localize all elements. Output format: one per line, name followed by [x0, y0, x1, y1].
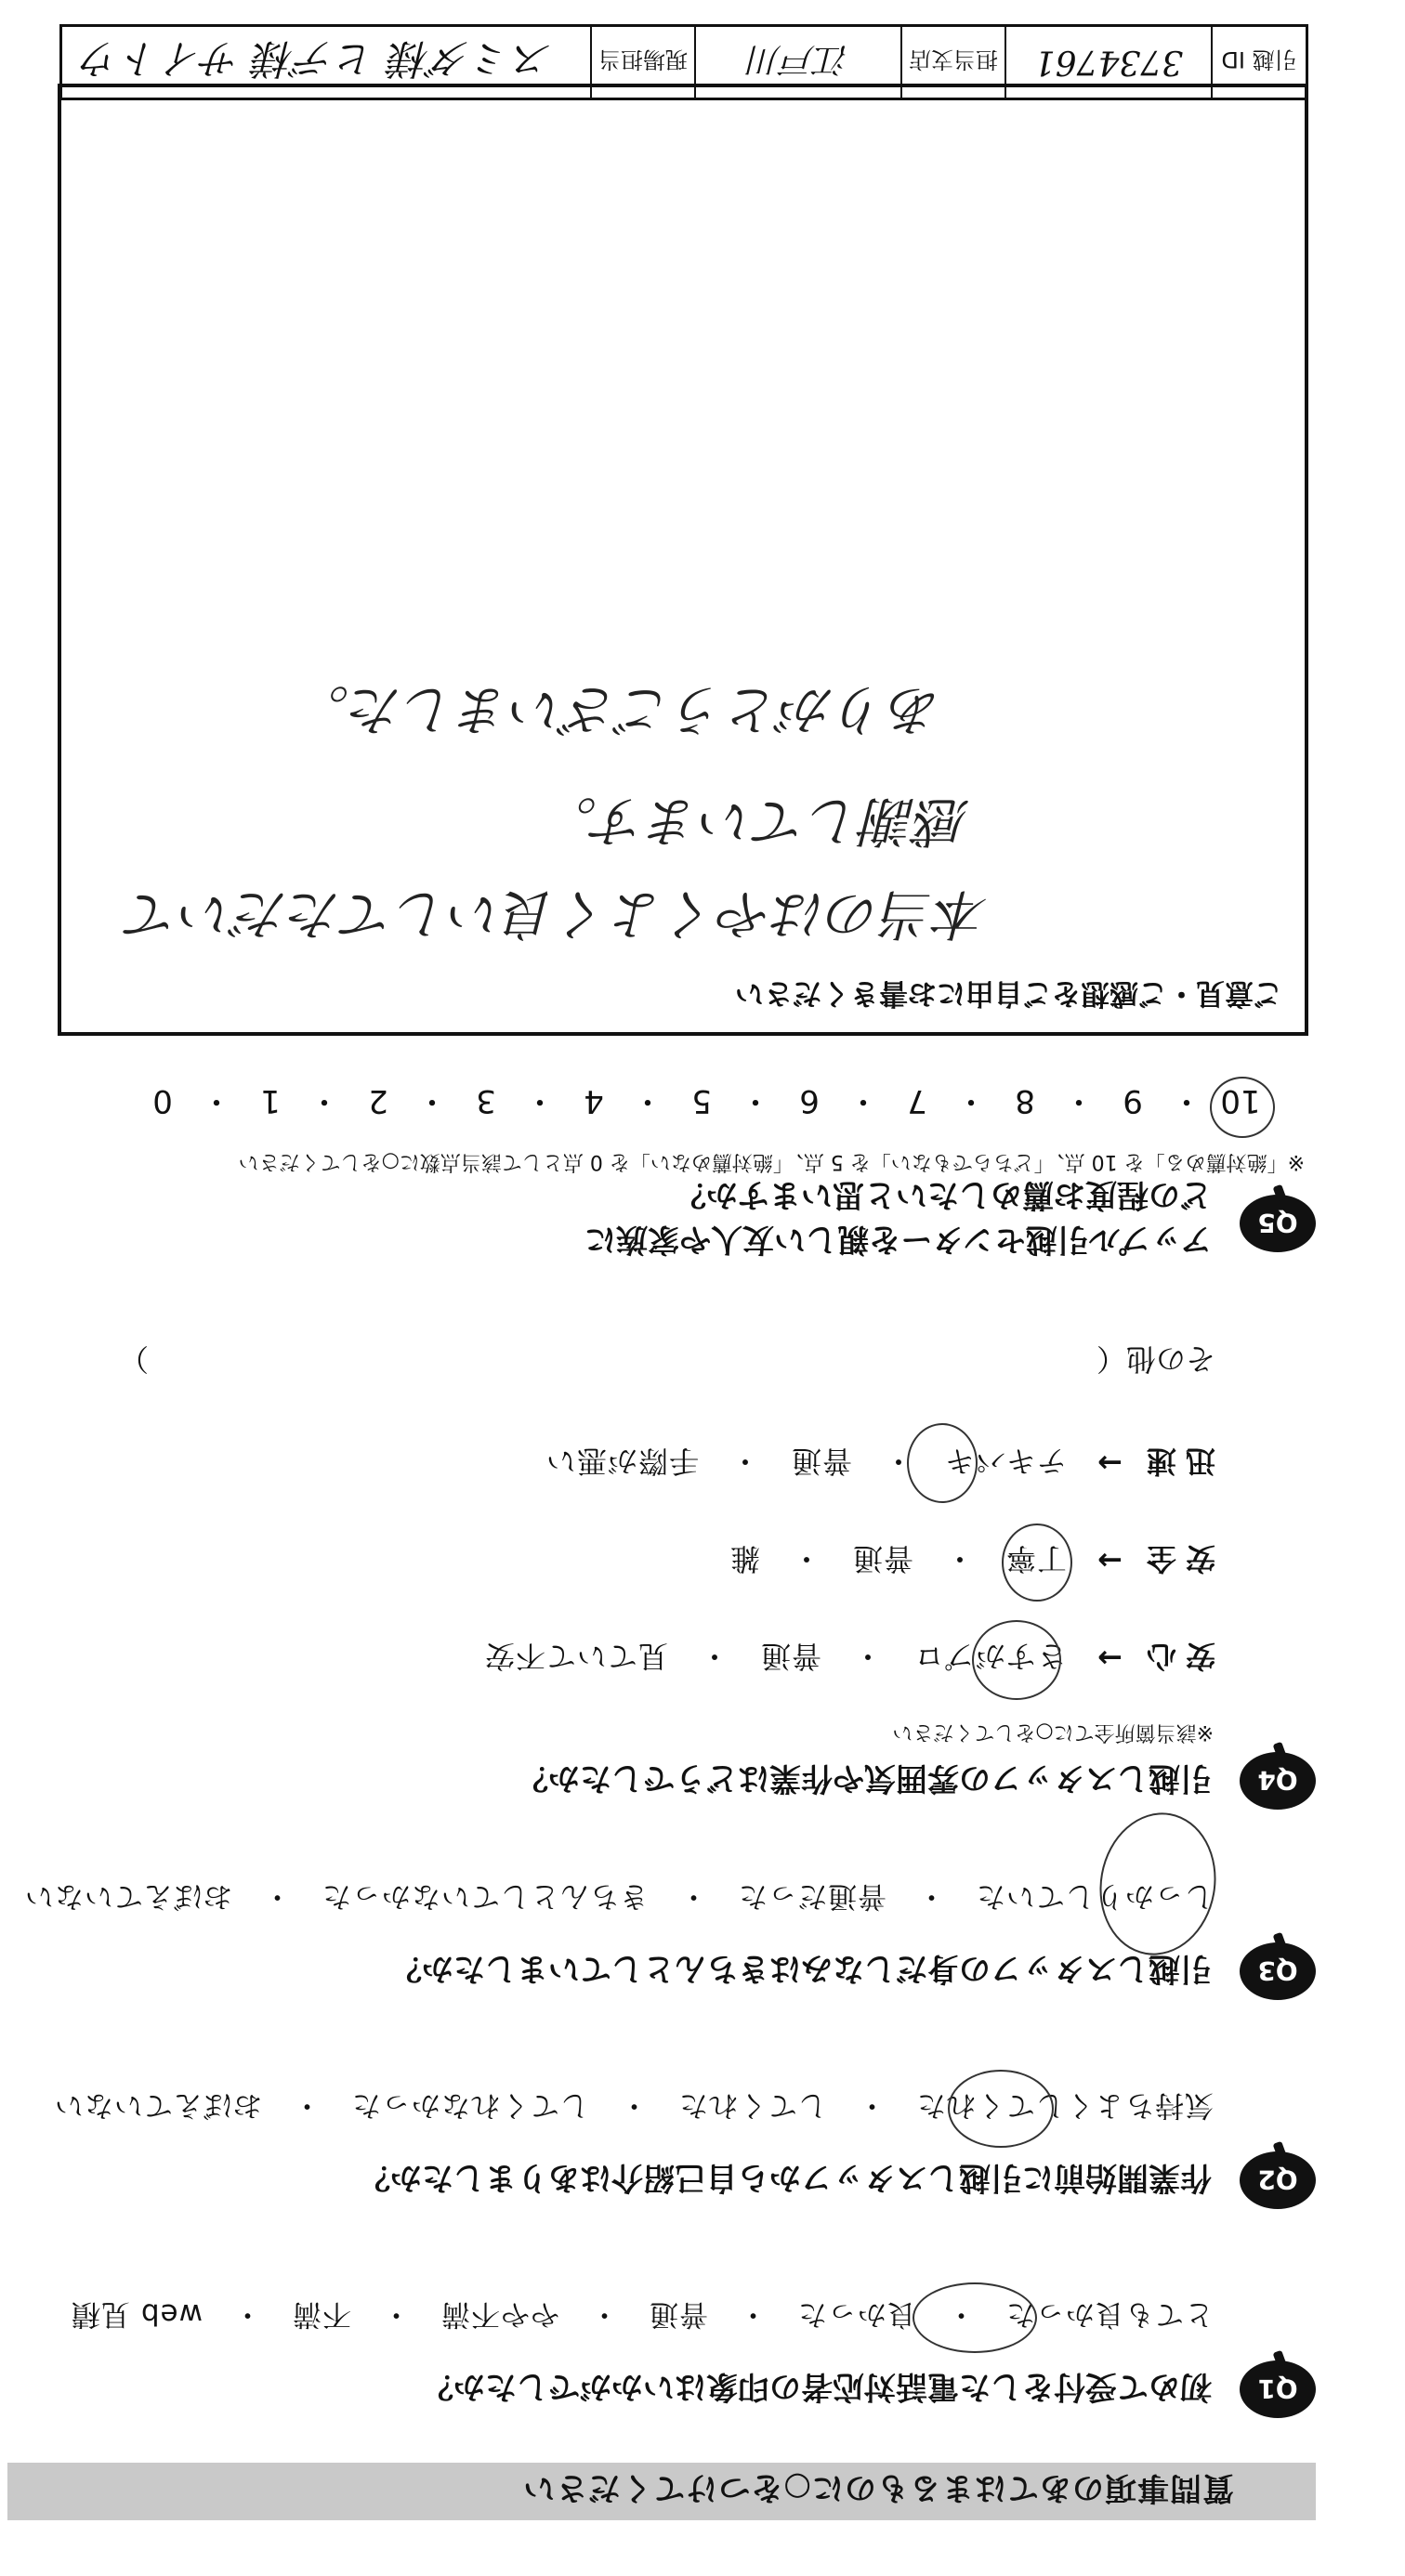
q1-badge: Q1 — [1240, 2360, 1316, 2418]
scale-separator: ・ — [524, 1082, 556, 1119]
q4-row-other[interactable] — [7, 1340, 1215, 1382]
handwritten-line-3: ありがとうございました。 — [295, 678, 942, 741]
scale-score[interactable]: 9 — [1123, 1082, 1143, 1119]
question-2 — [15, 2060, 1316, 2209]
leader-value: スミダ様 ヒデ様 サイトウ — [80, 34, 553, 82]
question-5 — [15, 1113, 1316, 1271]
q5-text-line1: アップル引越センターを親しい友人や家族に — [584, 1221, 1212, 1258]
q5-badge: Q5 — [1240, 1195, 1316, 1252]
id-label: 引越 ID — [1211, 27, 1306, 98]
leader-label: 現場担当 — [590, 27, 694, 98]
q4-row-jinsoku — [545, 1442, 1215, 1484]
scale-score[interactable]: 5 — [691, 1082, 712, 1119]
q4-text: 引越しスタッフの雰囲気や作業はどうでしたか？ — [517, 1759, 1212, 1797]
question-4 — [15, 1289, 1316, 1810]
scale-separator: ・ — [740, 1082, 771, 1119]
arrow-icon: → — [1097, 1641, 1123, 1676]
info-table — [59, 24, 1308, 100]
scale-separator: ・ — [632, 1082, 663, 1119]
scale-score[interactable]: 10 — [1220, 1082, 1261, 1119]
scale-separator: ・ — [955, 1082, 987, 1119]
question-3 — [15, 1851, 1316, 2000]
q1-text: 初めて受付をした電話対応者の印象はいかがでしたか？ — [422, 2368, 1212, 2405]
comment-title: ご意見・ご感想をご自由にお書きください — [735, 976, 1282, 1010]
q4-row-anzen — [729, 1539, 1215, 1582]
row-label: 安全 — [1136, 1541, 1215, 1576]
scale-separator: ・ — [201, 1082, 232, 1119]
scale-separator: ・ — [309, 1082, 340, 1119]
q4-note: ※該当箇所全てに○をしてください — [892, 1720, 1214, 1744]
scale-score[interactable]: 4 — [584, 1082, 604, 1119]
scale-score[interactable]: 0 — [152, 1082, 173, 1119]
row-label: 安心 — [1136, 1639, 1215, 1674]
row-options[interactable]: さすがプロ ・ 普通 ・ 見ていて不安 — [483, 1639, 1067, 1674]
handwritten-line-2: 感謝しています。 — [543, 790, 970, 853]
id-value: 3734761 — [1005, 27, 1211, 98]
row-options[interactable]: テキパキ ・ 普通 ・ 手際が悪い — [545, 1444, 1067, 1479]
answer-circle — [907, 1423, 978, 1503]
row-options[interactable]: 丁寧 ・ 普通 ・ 雑 — [729, 1541, 1067, 1576]
q2-text: 作業開始前に引越しスタッフから自己紹介はありましたか？ — [359, 2159, 1212, 2196]
arrow-icon: → — [1097, 1445, 1123, 1481]
arrow-icon: → — [1097, 1543, 1123, 1578]
other-close: ） — [118, 1341, 149, 1377]
answer-circle — [1002, 1523, 1072, 1602]
q1-options[interactable]: とても良かった ・ 良かった ・ 普通 ・ やや不満 ・ 不満 ・ web 見積 — [71, 2297, 1214, 2331]
answer-circle — [913, 2282, 1037, 2353]
q5-scale[interactable] — [136, 1081, 1267, 1127]
scale-score[interactable]: 3 — [476, 1082, 496, 1119]
scale-separator: ・ — [1171, 1082, 1202, 1119]
answer-circle — [948, 2070, 1054, 2148]
scale-score[interactable]: 8 — [1015, 1082, 1035, 1119]
instruction-banner: 質問事項のあてはまるものに○をつけてください — [7, 2463, 1316, 2520]
q2-badge: Q2 — [1240, 2151, 1316, 2209]
scale-score[interactable]: 2 — [368, 1082, 388, 1119]
scale-separator: ・ — [847, 1082, 879, 1119]
q4-badge: Q4 — [1240, 1752, 1316, 1810]
q2-options[interactable]: 気持ちよくしてくれた ・ してくれた ・ してくれなかった ・ おぼえていない — [54, 2088, 1214, 2122]
q5-text-line2: どの程度お薦めしたいと思いますか？ — [675, 1176, 1212, 1213]
branch-value: 江戸川 — [694, 27, 900, 98]
answer-circle — [1089, 1803, 1228, 1964]
q4-row-anshin — [484, 1637, 1215, 1680]
scale-score[interactable]: 1 — [260, 1082, 281, 1119]
comment-box[interactable] — [58, 84, 1308, 1036]
q3-badge: Q3 — [1240, 1942, 1316, 2000]
scale-separator: ・ — [1063, 1082, 1095, 1119]
other-label: その他（ — [1096, 1341, 1215, 1377]
question-1 — [15, 2269, 1316, 2418]
branch-label: 担当支店 — [900, 27, 1005, 98]
handwritten-line-1: 本当のはやくよく良いしてただいて — [125, 883, 989, 946]
q5-note: ※「絶対薦める」を 10 点、「どちらでもない」を 5 点、「絶対薦めない」を 0 点として該当点数に○をしてください — [238, 1150, 1305, 1173]
scale-score[interactable]: 6 — [799, 1082, 820, 1119]
q3-options[interactable]: しっかりしていた ・ 普通だった ・ きちんとしていなかった ・ おぼえていない — [24, 1879, 1214, 1913]
q3-text: 引越しスタッフの身だしなみはきちんとしていましたか？ — [390, 1950, 1212, 1987]
scale-score[interactable]: 7 — [907, 1082, 927, 1119]
answer-circle — [972, 1620, 1061, 1700]
scale-separator: ・ — [416, 1082, 448, 1119]
answer-circle — [1210, 1077, 1275, 1138]
row-label: 迅速 — [1136, 1444, 1215, 1479]
